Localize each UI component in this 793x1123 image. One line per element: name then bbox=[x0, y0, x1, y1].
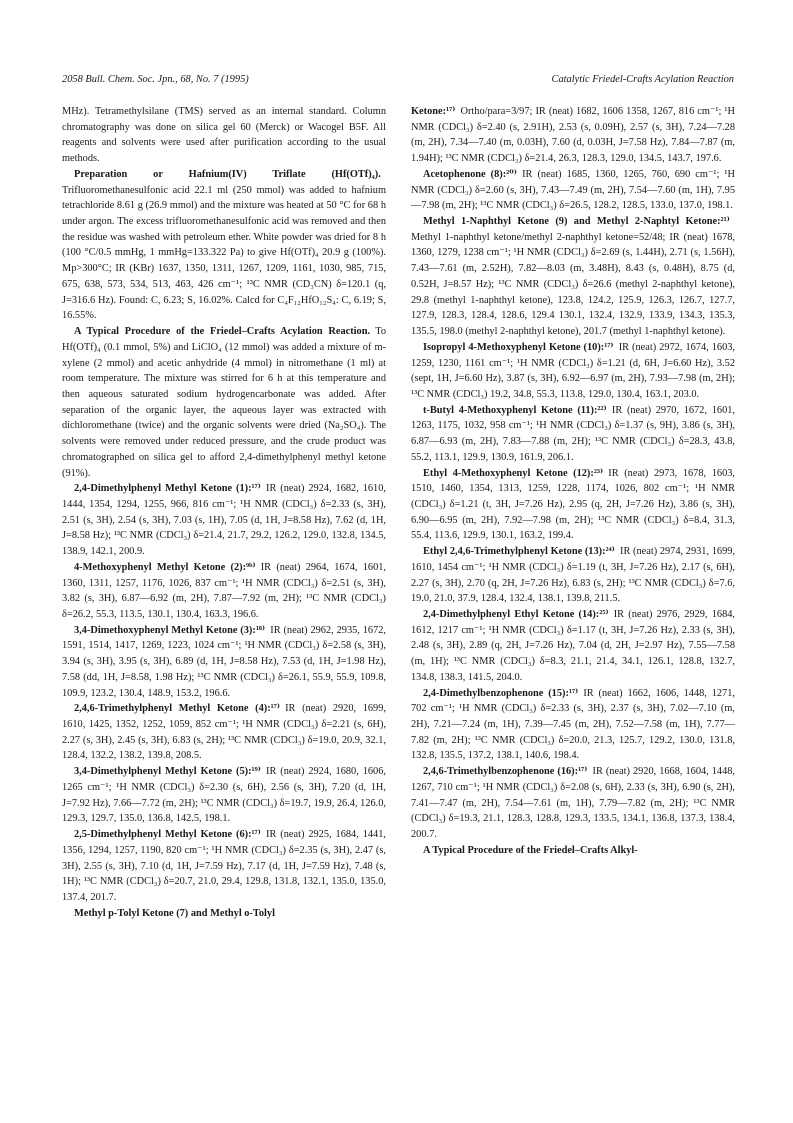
paragraph-text: IR (neat) 2924, 1680, 1606, 1265 cm⁻¹; ¹H NMR (CDCl₃) δ=2.30 (s, 6H), 2.56 (s, 3H), 7.20 (d, 1H, J=7.92 Hz), 7.66—7.72 (m, 2H); ¹³C NMR (CDCl₃) δ=19.7, 19.9, 26.4, 126.0, 129.3, 129.7, 135.0, 136.8, 142.5, 198.1. bbox=[62, 766, 387, 825]
section-heading: A Typical Procedure of the Friedel–Crafts Alkyl- bbox=[423, 844, 638, 856]
section-heading: 2,4-Dimethylphenyl Methyl Ketone (1):¹⁷⁾ bbox=[74, 483, 261, 495]
paragraph-text: IR (neat) 2970, 1672, 1601, 1263, 1175, 1032, 958 cm⁻¹; ¹H NMR (CDCl₃) δ=1.37 (s, 9H), 3.86 (s, 3H), 6.87—6.93 (m, 2H), 7.83—7.88 (m, 2H); ¹³C NMR (CDCl₃) δ=28.3, 43.8, 55.2, 113.1, 129.9, 130.9, 161.9, 206.1. bbox=[411, 404, 735, 463]
paragraph bbox=[62, 104, 386, 167]
section-heading: 2,4-Dimethylbenzophenone (15):¹⁷⁾ bbox=[423, 687, 579, 699]
paragraph bbox=[62, 481, 386, 560]
paragraph bbox=[411, 466, 735, 545]
paragraph-text: IR (neat) 2920, 1668, 1604, 1448, 1267, 710 cm⁻¹; ¹H NMR (CDCl₃) δ=2.08 (s, 6H), 2.33 (s, 3H), 6.90 (s, 2H), 7.41—7.47 (m, 2H), 7.54—7.61 (m, 1H), 7.79—7.82 (m, 2H); ¹³C NMR (CDCl₃) δ=19.3, 21.1, 128.3, 128.8, 129.3, 133.5, 134.1, 136.8, 137.3, 138.4, 200.7. bbox=[411, 766, 736, 841]
paragraph-text: Trifluoromethanesulfonic acid 22.1 ml (250 mmol) was added to hafnium tetrachloride 8.61 g (26.9 mmol) and the mixture was heated at 50 °C for 68 h under argon. The excess trifluoromethanesulfonic acid was removed and then the residue was washed with petroleum ether. White powder was dried for 8 h (100 °C/0.5 mmHg, 1 mmHg=133.322 Pa) to give Hf(OTf)₄ 20.9 g (100%). Mp>300°C; IR (KBr) 1637, 1350, 1311, 1267, 1209, 1161, 1030, 985, 715, 675, 638, 573, 534, 513, 463, 426 cm⁻¹; ¹³C NMR (CD₃CN) δ=120.1 (q, J=316.6 Hz). Found: C, 6.23; S, 16.02%. Calcd for C₄F₁₂HfO₁₂S₄: C, 6.19; S, 16.55%. bbox=[62, 184, 386, 322]
paragraph bbox=[411, 214, 735, 340]
paragraph-text: IR (neat) 2974, 2931, 1699, 1610, 1454 cm⁻¹; ¹H NMR (CDCl₃) δ=1.19 (t, 3H, J=7.26 Hz), 2.17 (s, 6H), 2.27 (s, 3H), 2.70 (q, 2H, J=7.26 Hz), 6.83 (s, 2H); ¹³C NMR (CDCl₃) δ=7.6, 19.0, 21.0, 37.9, 128.4, 132.4, 138.1, 139.8, 211.5. bbox=[411, 546, 736, 605]
journal-citation: 2058 Bull. Chem. Soc. Jpn., 68, No. 7 (1995) bbox=[62, 74, 249, 85]
paragraph bbox=[62, 827, 386, 906]
section-heading: A Typical Procedure of the Friedel–Crafts Acylation Reaction. bbox=[74, 326, 371, 338]
right-column bbox=[411, 104, 735, 859]
section-heading: 3,4-Dimethylphenyl Methyl Ketone (5):¹⁹⁾ bbox=[74, 766, 261, 778]
paragraph bbox=[62, 560, 386, 623]
paragraph-text: IR (neat) 2976, 2929, 1684, 1612, 1217 cm⁻¹; ¹H NMR (CDCl₃) δ=1.17 (t, 3H, J=7.26 Hz), 2.33 (s, 3H), 2.48 (s, 3H), 2.89 (q, 2H, J=7.26 Hz), 7.04 (d, 2H, J=2.97 Hz), 7.55—7.58 (m, 1H); ¹³C NMR (CDCl₃) δ=8.3, 21.1, 21.4, 34.1, 126.1, 128.8, 132.7, 134.8, 138.3, 141.5, 204.0. bbox=[411, 609, 735, 683]
section-heading: 2,4-Dimethylphenyl Ethyl Ketone (14):²⁵⁾ bbox=[423, 609, 609, 620]
section-heading: 2,5-Dimethylphenyl Methyl Ketone (6):¹⁷⁾ bbox=[74, 829, 261, 841]
paragraph bbox=[62, 906, 386, 922]
paragraph-text: IR (neat) 2924, 1682, 1610, 1444, 1354, 1294, 1255, 966, 816 cm⁻¹; ¹H NMR (CDCl₃) δ=2.33 (s, 3H), 2.51 (s, 3H), 2.54 (s, 3H), 7.03 (s, 1H), 7.05 (d, 1H, J=8.58 Hz), 7.62 (d, 1H, J=8.58 Hz); ¹³C NMR (CDCl₃) δ=21.4, 21.7, 29.2, 126.2, 129.0, 132.8, 134.5, 138.9, 142.1, 200.9. bbox=[62, 483, 386, 558]
paragraph bbox=[411, 686, 735, 765]
paragraph-text: IR (neat) 1685, 1360, 1265, 760, 690 cm⁻¹; ¹H NMR (CDCl₃) δ=2.60 (s, 3H), 7.43—7.49 (m, 2H), 7.54—7.60 (m, 1H), 7.95—7.98 (m, 2H); ¹³C NMR (CDCl₃) δ=26.5, 128.2, 128.5, 133.0, 137.0, 198.1. bbox=[411, 168, 736, 212]
section-heading: 3,4-Dimethoxyphenyl Methyl Ketone (3):¹⁸⁾ bbox=[74, 624, 266, 636]
paragraph-text: IR (neat) 2972, 1674, 1603, 1259, 1230, 1161 cm⁻¹; ¹H NMR (CDCl₃) δ=1.21 (d, 6H, J=6.60 Hz), 3.52 (sept, 1H, J=6.60 Hz), 3.87 (s, 3H), 6.92—6.97 (m, 2H), 7.93—7.98 (m, 2H); ¹³C NMR (CDCl₃) 19.2, 34.8, 55.3, 113.8, 129.0, 130.4, 163.1, 203.0. bbox=[411, 341, 735, 400]
section-heading: 4-Methoxyphenyl Methyl Ketone (2):⁹ᵇ⁾ bbox=[74, 561, 256, 573]
paragraph-text: IR (neat) 2964, 1674, 1601, 1360, 1311, 1257, 1176, 1026, 837 cm⁻¹; ¹H NMR (CDCl₃) δ=2.51 (s, 3H), 3.82 (s, 3H), 6.87—6.92 (m, 2H), 7.87—7.92 (m, 2H); ¹³C NMR (CDCl₃) δ=26.2, 55.3, 113.5, 130.1, 130.4, 163.3, 196.6. bbox=[62, 561, 387, 620]
paragraph bbox=[411, 544, 735, 607]
section-heading: Preparation or Hafnium(IV) Triflate (Hf(OTf)₄). bbox=[74, 168, 381, 180]
paragraph-text: IR (neat) 1662, 1606, 1448, 1271, 702 cm⁻¹; ¹H NMR (CDCl₃) δ=2.33 (s, 3H), 2.37 (s, 3H), 7.02—7.10 (m, 2H), 7.21—7.24 (m, 1H), 7.39—7.45 (m, 2H), 7.52—7.58 (m, 1H), 7.77—7.82 (m, 2H); ¹³C NMR (CDCl₃) δ=20.0, 21.3, 125.7, 129.2, 130.0, 131.8, 132.8, 135.5, 137.2, 138.1, 140.6, 198.4. bbox=[411, 687, 735, 762]
section-heading: Ethyl 2,4,6-Trimethylphenyl Ketone (13):²⁴⁾ bbox=[423, 546, 615, 558]
paragraph bbox=[411, 764, 735, 843]
paragraph bbox=[411, 104, 735, 167]
paragraph bbox=[411, 607, 735, 686]
paragraph bbox=[411, 403, 735, 466]
paragraph bbox=[62, 701, 386, 764]
section-heading: 2,4,6-Trimethylbenzophenone (16):¹⁷⁾ bbox=[423, 766, 588, 778]
paragraph bbox=[411, 167, 735, 214]
running-header bbox=[62, 74, 734, 90]
paragraph bbox=[62, 324, 386, 481]
paragraph bbox=[62, 167, 386, 324]
section-heading: 2,4,6-Trimethylphenyl Methyl Ketone (4):¹⁷⁾ bbox=[74, 703, 280, 715]
section-heading: t-Butyl 4-Methoxyphenyl Ketone (11):²²⁾ bbox=[423, 404, 607, 416]
paragraph-text: IR (neat) 2920, 1699, 1610, 1425, 1352, 1252, 1059, 852 cm⁻¹; ¹H NMR (CDCl₃) δ=2.21 (s, 6H), 2.27 (s, 3H), 2.45 (s, 3H), 6.83 (s, 2H); ¹³C NMR (CDCl₃) δ=19.0, 20.9, 32.1, 128.4, 132.2, 138.2, 139.8, 208.5. bbox=[62, 703, 386, 762]
section-heading: Ethyl 4-Methoxyphenyl Ketone (12):²³⁾ bbox=[423, 467, 604, 479]
paragraph-text: Methyl 1-naphthyl ketone/methyl 2-naphthyl ketone=52/48; IR (neat) 1678, 1360, 1279, 1238 cm⁻¹; ¹H NMR (CDCl₃) δ=2.69 (s, 1.44H), 2.71 (s, 1.56H), 7.43—7.61 (m, 2.52H), 7.82—8.03 (m, 3.48H), 8.43 (s, 0.48H), 8.75 (d, 0.52H, J=8.57 Hz); ¹³C NMR (CDCl₃) δ=26.6 (methyl 2-naphthyl ketone), 29.8 (methyl 1-naphthyl ketone), 123.8, 124.2, 125.9, 126.3, 126.7, 127.7, 127.9, 128.3, 128.4, 128.6, 129.4 130.1, 132.4, 132.9, 133.9, 134.3, 135.3, 135.5, 198.0 (methyl 2-naphthyl ketone), 201.7 (methyl 1-naphthyl ketone). bbox=[411, 231, 735, 338]
paragraph-text: Ortho/para=3/97; IR (neat) 1682, 1606 1358, 1267, 816 cm⁻¹; ¹H NMR (CDCl₃) δ=2.40 (s, 2.91H), 2.53 (s, 0.09H), 2.57 (s, 3H), 7.24—7.28 (m, 2H), 7.34—7.40 (m, 0.03H), 7.60 (d, 0.03H, J=7.58 Hz), 7.84—7.87 (m, 1.94H); ¹³C NMR (CDCl₃) δ=21.4, 26.3, 128.3, 129.0, 134.5, 143.7, 197.6. bbox=[411, 106, 735, 165]
section-heading: Methyl 1-Naphthyl Ketone (9) and Methyl 2-Naphtyl Ketone:²¹⁾ bbox=[423, 216, 730, 228]
paragraph bbox=[62, 764, 386, 827]
paragraph bbox=[62, 623, 386, 702]
paragraph-text: IR (neat) 2973, 1678, 1603, 1510, 1460, 1354, 1313, 1259, 1228, 1174, 1026, 802 cm⁻¹; ¹H NMR (CDCl₃) δ=1.21 (t, 3H, J=7.26 Hz), 2.95 (q, 2H, J=7.26 Hz), 3.86 (s, 3H), 6.90—6.95 (m, 2H), 7.92—7.98 (m, 2H); ¹³C NMR (CDCl₃) δ=8.4, 31.3, 55.4, 113.6, 129.9, 130.1, 163.2, 199.4. bbox=[411, 467, 735, 542]
paragraph-text: IR (neat) 2925, 1684, 1441, 1356, 1294, 1257, 1190, 820 cm⁻¹; ¹H NMR (CDCl₃) δ=2.35 (s, 3H), 2.47 (s, 3H), 2.55 (s, 3H), 7.10 (d, 1H, J=7.59 Hz), 7.17 (d, 1H, J=7.59 Hz), 7.48 (s, 1H); ¹³C NMR (CDCl₃) δ=20.7, 21.0, 29.4, 129.8, 131.8, 132.1, 135.0, 135.0, 137.4, 201.7. bbox=[62, 829, 386, 903]
section-heading: Isopropyl 4-Methoxyphenyl Ketone (10):¹⁷⁾ bbox=[423, 341, 614, 353]
paragraph bbox=[411, 340, 735, 403]
paragraph-text: IR (neat) 2962, 2935, 1672, 1591, 1514, 1417, 1269, 1223, 1024 cm⁻¹; ¹H NMR (CDCl₃) δ=2.58 (s, 3H), 3.94 (s, 3H), 3.95 (s, 3H), 6.89 (d, 1H, J=8.58 Hz), 7.53 (d, 1H, J=1.98 Hz), 7.58 (dd, 1H, J=8.58, 1.98 Hz); ¹³C NMR (CDCl₃) δ=26.1, 55.9, 55.9, 109.8, 109.9, 123.2, 130.4, 148.9, 153.2, 196.6. bbox=[62, 624, 387, 699]
paragraph-text: To Hf(OTf)₄ (0.1 mmol, 5%) and LiClO₄ (12 mmol) was added a mixture of m-xylene (2 mmol) and acetic anhydride (4 mmol) in nitromethane (1 ml) at room temperature. The mixture was stirred for 6 h at this temperature and then aqueous saturated sodium hydrogencarbonate was added. After separation of the organic layer, the aqueous layer was extracted with dichloromethane (twice) and the organic solvents were dried (Na₂SO₄). The solvents were removed under reduced pressure, and the crude product was chromatographed on silica gel to afford 2,4-dimethylphenyl methyl ketone (91%). bbox=[62, 326, 386, 479]
section-heading: Ketone:¹⁷⁾ bbox=[411, 106, 456, 117]
left-column bbox=[62, 104, 386, 921]
article-running-title: Catalytic Friedel-Crafts Acylation Reaction bbox=[551, 74, 734, 85]
section-heading: Acetophenone (8):²⁰⁾ bbox=[423, 168, 517, 180]
paragraph bbox=[411, 843, 735, 859]
paragraph-text: MHz). Tetramethylsilane (TMS) served as an internal standard. Column chromatography was done on silica gel 60 (Merck) or Wacogel B5F. All reagents and solvents were used after purification according to the usual methods. bbox=[62, 106, 386, 165]
section-heading: Methyl p-Tolyl Ketone (7) and Methyl o-Tolyl bbox=[74, 907, 275, 919]
